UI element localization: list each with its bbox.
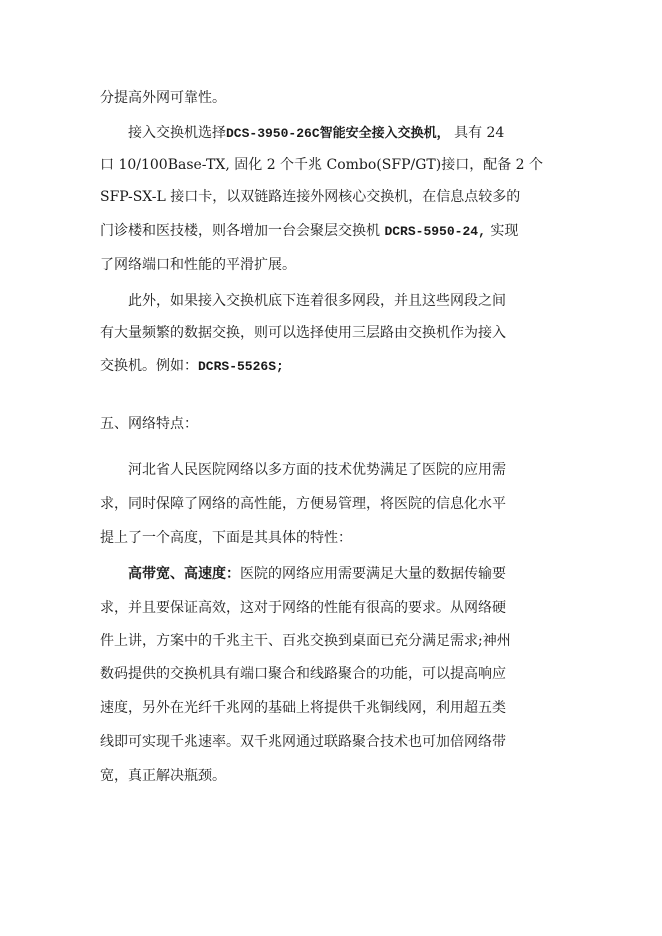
text: 具有 24 [454,125,505,141]
paragraph-2-line-3 [100,187,560,207]
paragraph-3-line-2 [100,323,560,343]
text: 线即可实现千兆速率。双千兆网通过联路聚合技术也可加倍网络带 [100,734,506,750]
paragraph-5-line-5 [100,698,560,718]
text: 求，同时保障了网络的高性能，方便易管理，将医院的信息化水平 [100,496,506,512]
paragraph-5-line-3 [100,631,560,651]
text: 分提高外网可靠性。 [100,90,226,106]
paragraph-3-line-3 [100,356,560,377]
text: 数码提供的交换机具有端口聚合和线路聚合的功能，可以提高响应 [100,666,506,682]
paragraph-1-line [100,88,560,108]
paragraph-5-line-2 [100,598,560,618]
text: 宽，真正解决瓶颈。 [100,768,226,784]
paragraph-3-line-1 [128,291,588,311]
text: 口 10/100Base-TX, 固化 2 个千兆 Combo(SFP/GT)接口，配备 2 个 [100,157,544,173]
text: 门诊楼和医技楼，则各增加一台会聚层交换机 [100,223,380,239]
text: 交换机。例如： [100,358,198,374]
section-heading [100,414,560,434]
paragraph-2-line-1 [128,123,588,144]
text: 河北省人民医院网络以多方面的技术优势满足了医院的应用需 [128,462,506,478]
text: 有大量频繁的数据交换，则可以选择使用三层路由交换机作为接入 [100,325,506,341]
paragraph-5-line-4 [100,664,560,684]
text: 件上讲，方案中的千兆主干、百兆交换到桌面已充分满足需求;神州 [100,633,511,649]
text: 五、网络特点： [100,416,198,432]
paragraph-5-line-6 [100,732,560,752]
paragraph-2-line-2 [100,155,560,175]
text: 了网络端口和性能的平滑扩展。 [100,257,296,273]
paragraph-4-line-1 [128,460,588,480]
text: 提上了一个高度，下面是其具体的特性： [100,530,352,546]
feature-title-bold: 高带宽、高速度： [128,566,240,582]
text: 实现 [490,223,519,239]
product-name-bold: DCRS-5950-24, [384,224,486,239]
paragraph-2-line-5 [100,255,560,275]
text: 速度，另外在光纤千兆网的基础上将提供千兆铜线网，利用超五类 [100,700,506,716]
paragraph-5-line-1 [128,564,588,584]
text: 接入交换机选择 [128,125,226,141]
paragraph-5-line-7 [100,766,560,786]
text: 医院的网络应用需要满足大量的数据传输要 [240,566,506,582]
paragraph-2-line-4 [100,221,560,242]
paragraph-4-line-2 [100,494,560,514]
text: 此外，如果接入交换机底下连着很多网段，并且这些网段之间 [128,293,506,309]
text: 求，并且要保证高效，这对于网络的性能有很高的要求。从网络硬 [100,600,506,616]
text: SFP-SX-L 接口卡，以双链路连接外网核心交换机，在信息点较多的 [100,189,521,205]
paragraph-4-line-3 [100,528,560,548]
product-name-bold: DCS-3950-26C智能安全接入交换机， [226,126,450,141]
product-name-bold: DCRS-5526S; [198,359,284,374]
